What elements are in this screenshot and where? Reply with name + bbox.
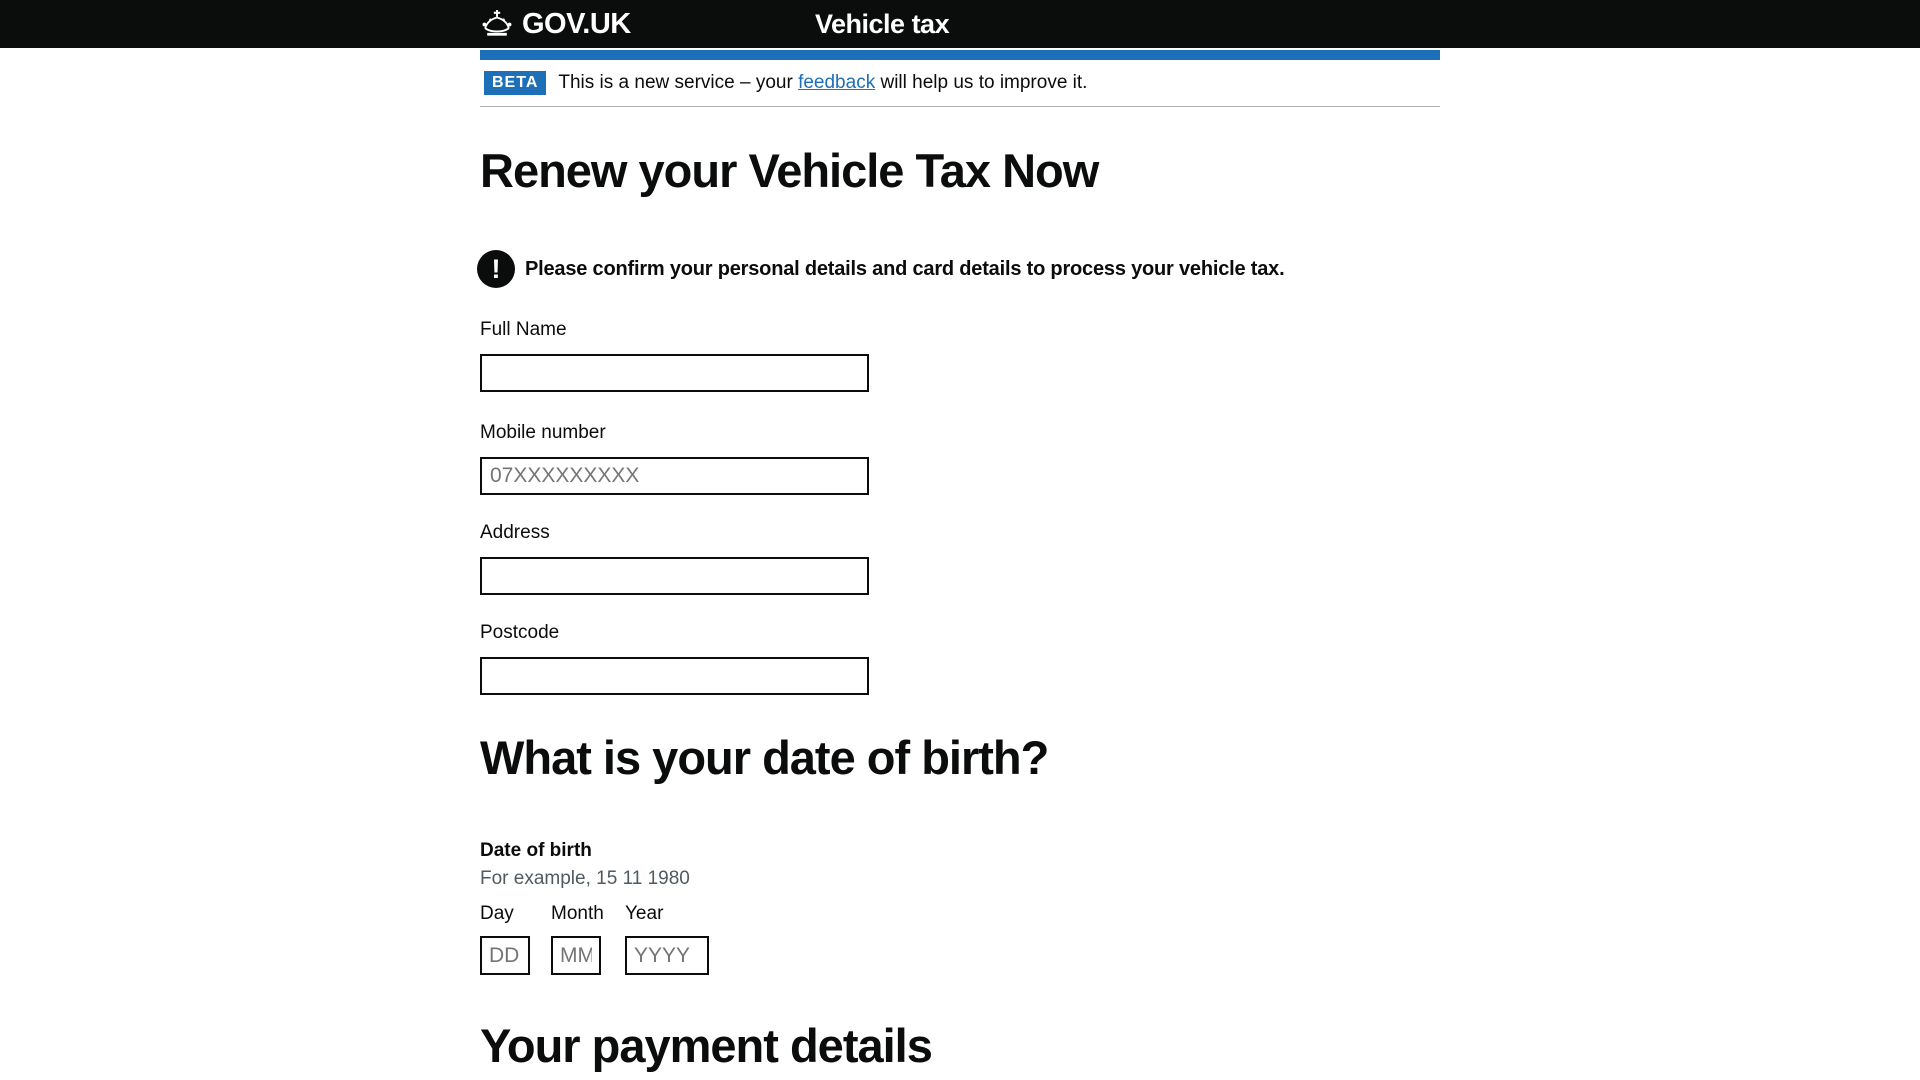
dob-month-group bbox=[551, 903, 604, 975]
address-input[interactable] bbox=[480, 557, 869, 595]
phase-banner-divider bbox=[480, 106, 1440, 107]
govuk-logo-link[interactable] bbox=[480, 0, 631, 48]
dob-day-input[interactable] bbox=[480, 936, 530, 975]
header-container bbox=[480, 0, 1440, 48]
crown-icon bbox=[480, 10, 514, 38]
postcode-label: Postcode bbox=[480, 622, 560, 643]
warning-text: Please confirm your personal details and card details to process your vehicle tax. bbox=[525, 257, 1285, 280]
dob-year-label: Year bbox=[625, 903, 664, 924]
mobile-number-label: Mobile number bbox=[480, 422, 606, 443]
warning-callout bbox=[477, 250, 1284, 288]
full-name-input[interactable] bbox=[480, 354, 869, 392]
warning-icon: ! bbox=[477, 250, 515, 288]
address-group bbox=[480, 522, 869, 595]
dob-month-input[interactable] bbox=[551, 936, 601, 975]
payment-details-heading: Your payment details bbox=[480, 1019, 932, 1072]
dob-day-label: Day bbox=[480, 903, 514, 924]
phase-banner bbox=[480, 71, 1440, 95]
feedback-link[interactable]: feedback bbox=[798, 72, 876, 93]
govuk-logotype: GOV.UK bbox=[522, 7, 631, 40]
dob-month-label: Month bbox=[551, 903, 604, 924]
dob-heading: What is your date of birth? bbox=[480, 731, 1049, 784]
postcode-input[interactable] bbox=[480, 657, 869, 695]
dob-hint: For example, 15 11 1980 bbox=[480, 868, 690, 889]
phase-text-after: will help us to improve it. bbox=[875, 72, 1088, 93]
phase-text-before: This is a new service – your bbox=[558, 72, 799, 93]
full-name-group bbox=[480, 319, 869, 392]
beta-badge: BETA bbox=[484, 71, 546, 95]
dob-year-group bbox=[625, 903, 709, 975]
dob-day-group bbox=[480, 903, 530, 975]
service-name: Vehicle tax bbox=[815, 8, 950, 39]
full-name-label: Full Name bbox=[480, 319, 567, 340]
mobile-number-group bbox=[480, 422, 869, 495]
address-label: Address bbox=[480, 522, 550, 543]
postcode-group bbox=[480, 622, 869, 695]
phase-banner-text bbox=[558, 72, 1087, 94]
mobile-number-input[interactable] bbox=[480, 457, 869, 495]
header-blue-border bbox=[480, 50, 1440, 60]
dob-legend: Date of birth bbox=[480, 840, 592, 861]
page-title: Renew your Vehicle Tax Now bbox=[480, 144, 1099, 197]
govuk-header bbox=[0, 0, 1920, 48]
dob-year-input[interactable] bbox=[625, 936, 709, 975]
